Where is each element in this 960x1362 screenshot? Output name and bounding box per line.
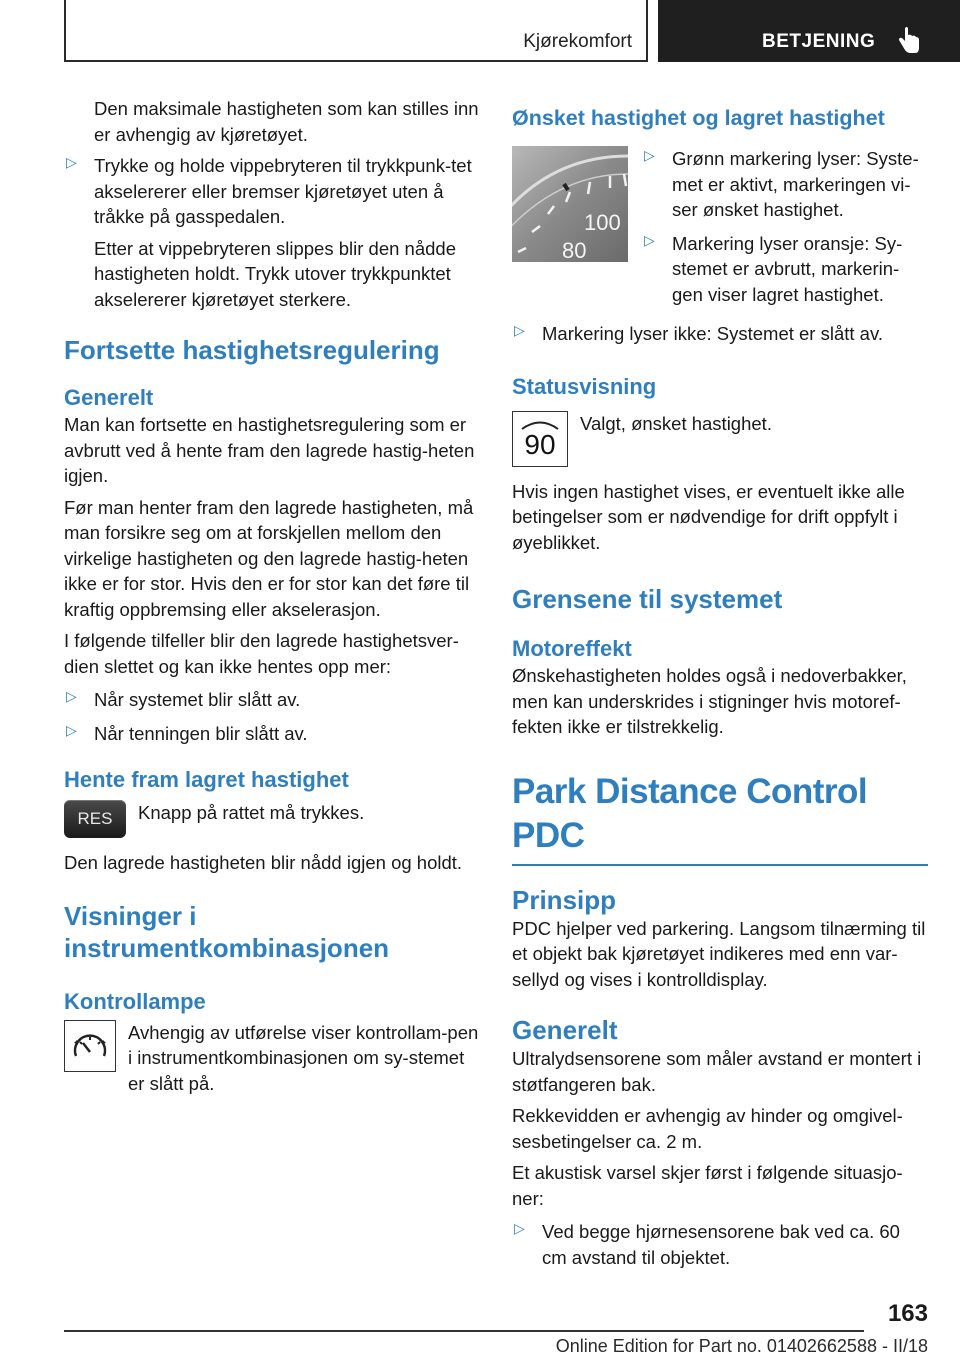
status-speed-value: 90 <box>524 428 556 460</box>
speedometer-figure-row <box>512 146 928 313</box>
paragraph: I følgende tilfeller blir den lagrede hastighetsver-dien slettet og kan ikke hentes opp mer: <box>64 630 459 677</box>
section-heading <box>64 900 480 964</box>
bullet-text: Når tenningen blir slått av. <box>94 722 308 744</box>
list-item <box>64 721 480 747</box>
triangle-bullet-icon: ▷ <box>514 322 525 338</box>
speedometer-gauge-icon <box>64 1020 116 1072</box>
left-column <box>64 96 480 1096</box>
section-heading: Prinsipp <box>512 884 617 915</box>
section-title: Kjørekomfort <box>523 31 632 52</box>
chapter-heading: Park Distance Control PDC <box>512 770 928 866</box>
chapter-tab <box>658 0 960 62</box>
status-speed-icon <box>512 411 568 467</box>
right-column <box>512 96 928 1276</box>
subsection-heading: Motoreffekt <box>512 636 632 661</box>
paragraph: Valgt, ønsket hastighet. <box>580 412 772 434</box>
section-heading: Generelt <box>512 1015 618 1045</box>
paragraph: Rekkevidden er avhengig av hinder og omgivel-sesbetingelser ca. 2 m. <box>512 1105 903 1152</box>
triangle-bullet-icon: ▷ <box>66 688 77 704</box>
subsection-heading: Statusvisning <box>512 373 657 399</box>
arc-icon <box>518 418 562 430</box>
triangle-bullet-icon: ▷ <box>644 147 655 163</box>
triangle-bullet-icon: ▷ <box>514 1220 525 1236</box>
section-tab <box>64 0 648 62</box>
heading-line: instrumentkombinasjonen <box>64 932 390 963</box>
subsection-heading: Ønsket hastighet og lagret hastighet <box>512 106 885 130</box>
subsection-heading: Hente fram lagret hastighet <box>64 767 349 792</box>
list-item <box>642 146 928 223</box>
page-number: 163 <box>887 1300 928 1327</box>
section-heading: Fortsette hastighetsregulering <box>64 335 440 365</box>
paragraph: Ønskehastigheten holdes også i nedoverbakker, men kan underskrides i stigninger hvis motoref-fekten ikke er tilstrekkelig. <box>512 665 907 737</box>
marker-list <box>642 146 928 313</box>
subsection-heading: Kontrollampe <box>64 988 206 1014</box>
list-item <box>512 321 928 347</box>
section-heading: Grensene til systemet <box>512 584 783 614</box>
list-item <box>512 1219 928 1270</box>
triangle-bullet-icon: ▷ <box>66 721 77 738</box>
paragraph: Hvis ingen hastighet vises, er eventuelt ikke alle betingelser som er nødvendige for drift oppfylt i øyeblikket. <box>512 480 905 553</box>
bullet-text: Trykke og holde vippebryteren til trykkpunk-tet akselererer eller bremser kjøretøyet uten å tråkke på gasspedalen. <box>94 155 472 227</box>
paragraph: Etter at vippebryteren slippes blir den nådde hastigheten holdt. Trykk utover trykkpunktet akselererer kjøretøyet sterkere. <box>94 237 456 310</box>
page-header <box>64 0 960 64</box>
paragraph: PDC hjelper ved parkering. Langsom tilnærming til et objekt bak kjøretøyet indikeres med enn var-sellyd og vises i kontrolldisplay. <box>512 917 926 990</box>
paragraph: Før man henter fram den lagrede hastigheten, må man forsikre seg om at forskjellen mellom den virkelige hastigheten og den lagrede hastig-heten ikke er for stor. Hvis den er for stor kan det føre til kraftig oppbremsing eller akselerasjon. <box>64 496 474 620</box>
paragraph: Avhengig av utførelse viser kontrollam-pen i instrumentkombinasjonen om sy-stemet er slått på. <box>128 1021 479 1094</box>
res-button-image: RES <box>64 800 126 838</box>
res-figure-row <box>64 800 480 838</box>
lamp-figure-row <box>64 1020 480 1097</box>
paragraph: Et akustisk varsel skjer først i følgende situasjo-ner: <box>512 1162 903 1209</box>
paragraph: Den maksimale hastigheten som kan stilles inn er avhengig av kjøretøyet. <box>94 98 479 145</box>
footer-edition: Online Edition for Part no. 01402662588 - II/18 <box>555 1336 928 1356</box>
speedo-label-100: 100 <box>584 210 621 235</box>
list-item <box>64 153 480 230</box>
list-item <box>642 231 928 308</box>
chapter-title: BETJENING <box>762 31 876 52</box>
paragraph: Den lagrede hastigheten blir nådd igjen og holdt. <box>64 852 463 873</box>
bullet-text: Ved begge hjørnesensorene bak ved ca. 60 cm avstand til objektet. <box>542 1221 900 1268</box>
triangle-bullet-icon: ▷ <box>644 231 655 248</box>
footer-divider <box>64 1330 864 1332</box>
triangle-bullet-icon: ▷ <box>66 154 77 170</box>
speedometer-image <box>512 146 628 262</box>
paragraph: Ultralydsensorene som måler avstand er montert i støtfangeren bak. <box>512 1048 922 1095</box>
subsection-heading: Generelt <box>64 385 154 410</box>
heading-line: Visninger i <box>64 900 197 931</box>
list-item <box>64 687 480 713</box>
paragraph: Knapp på rattet må trykkes. <box>138 802 365 823</box>
speedo-label-80: 80 <box>562 238 587 262</box>
bullet-text: Markering lyser ikke: Systemet er slått av. <box>542 323 883 344</box>
bullet-text: Markering lyser oransje: Sy-stemet er avbrutt, markerin-gen viser lagret hastighet. <box>672 232 903 305</box>
status-figure-row <box>512 411 928 467</box>
hand-pointer-icon <box>896 26 922 54</box>
bullet-text: Grønn markering lyser: Syste-met er aktivt, markeringen vi-ser ønsket hastighet. <box>672 148 919 220</box>
paragraph: Man kan fortsette en hastighetsregulering som er avbrutt ved å hente fram den lagrede hastig-heten igjen. <box>64 414 475 486</box>
bullet-text: Når systemet blir slått av. <box>94 689 301 710</box>
